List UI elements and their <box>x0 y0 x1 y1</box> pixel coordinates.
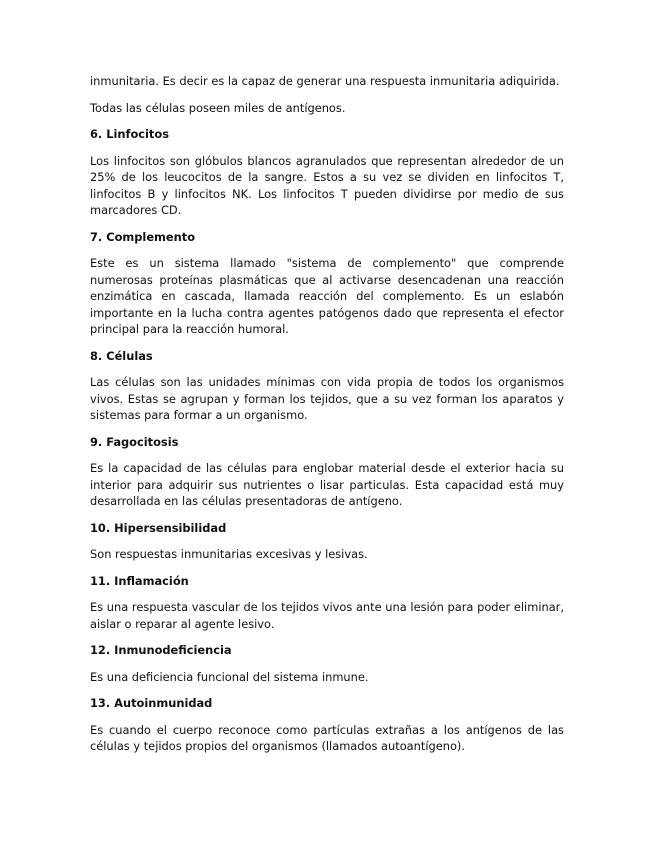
section-heading-celulas: 8. Células <box>90 348 153 363</box>
section-body-fagocitosis: Es la capacidad de las células para englobar material desde el exterior hacia su interior para adquirir sus nutrientes o lisar particulas. Esta capacidad está muy desarrollada en las células presentadoras de antígeno. <box>90 461 564 508</box>
section-heading-hipersensibilidad: 10. Hipersensibilidad <box>90 520 227 535</box>
section-heading-linfocitos: 6. Linfocitos <box>90 127 169 141</box>
section-body-hipersensibilidad: Son respuestas inmunitarias excesivas y lesivas. <box>90 547 368 561</box>
intro-paragraph: inmunitaria. Es decir es la capaz de generar una respuesta inmunitaria adiquirida. <box>90 74 560 88</box>
section-heading-inmunodeficiencia: 12. Inmunodeficiencia <box>90 643 232 657</box>
section-heading-fagocitosis: 9. Fagocitosis <box>90 434 179 449</box>
section-body-celulas: Las células son las unidades mínimas con vida propia de todos los organismos vivos. Estas se agrupan y forman los tejidos, que a su vez forman los aparatos y sistemas para formar a un organismo. <box>90 375 564 422</box>
section-body-inflamacion: Es una respuesta vascular de los tejidos vivos ante una lesión para poder eliminar, aislar o reparar al agente lesivo. <box>90 600 564 631</box>
document-page <box>90 73 564 765</box>
section-body-complemento: Este es un sistema llamado "sistema de complemento" que comprende numerosas proteínas plasmáticas que al activarse desencadenan una reacción enzimática en cascada, llamada reacción del complemento. Es un eslabón importante en la lucha contra agentes patógenos dado que representa el efector principal para la reacción humoral. <box>90 256 564 336</box>
section-body-autoinmunidad: Es cuando el cuerpo reconoce como partículas extrañas a los antígenos de las células y tejidos propios del organismos (llamados autoantígeno). <box>90 722 564 753</box>
section-heading-inflamacion: 11. Inflamación <box>90 573 189 588</box>
section-body-inmunodeficiencia: Es una deficiencia funcional del sistema inmune. <box>90 669 369 684</box>
intro-antigens-paragraph: Todas las células poseen miles de antígenos. <box>90 100 346 115</box>
section-heading-complemento: 7. Complemento <box>90 229 196 244</box>
section-body-linfocitos: Los linfocitos son glóbulos blancos agranulados que representan alrededor de un 25% de los leucocitos de la sangre. Estos a su vez se dividen en linfocitos T, linfocitos B y linfocitos NK. Los linfocitos T pueden dividirse por medio de sus marcadores CD. <box>90 153 564 217</box>
section-heading-autoinmunidad: 13. Autoinmunidad <box>90 696 213 710</box>
